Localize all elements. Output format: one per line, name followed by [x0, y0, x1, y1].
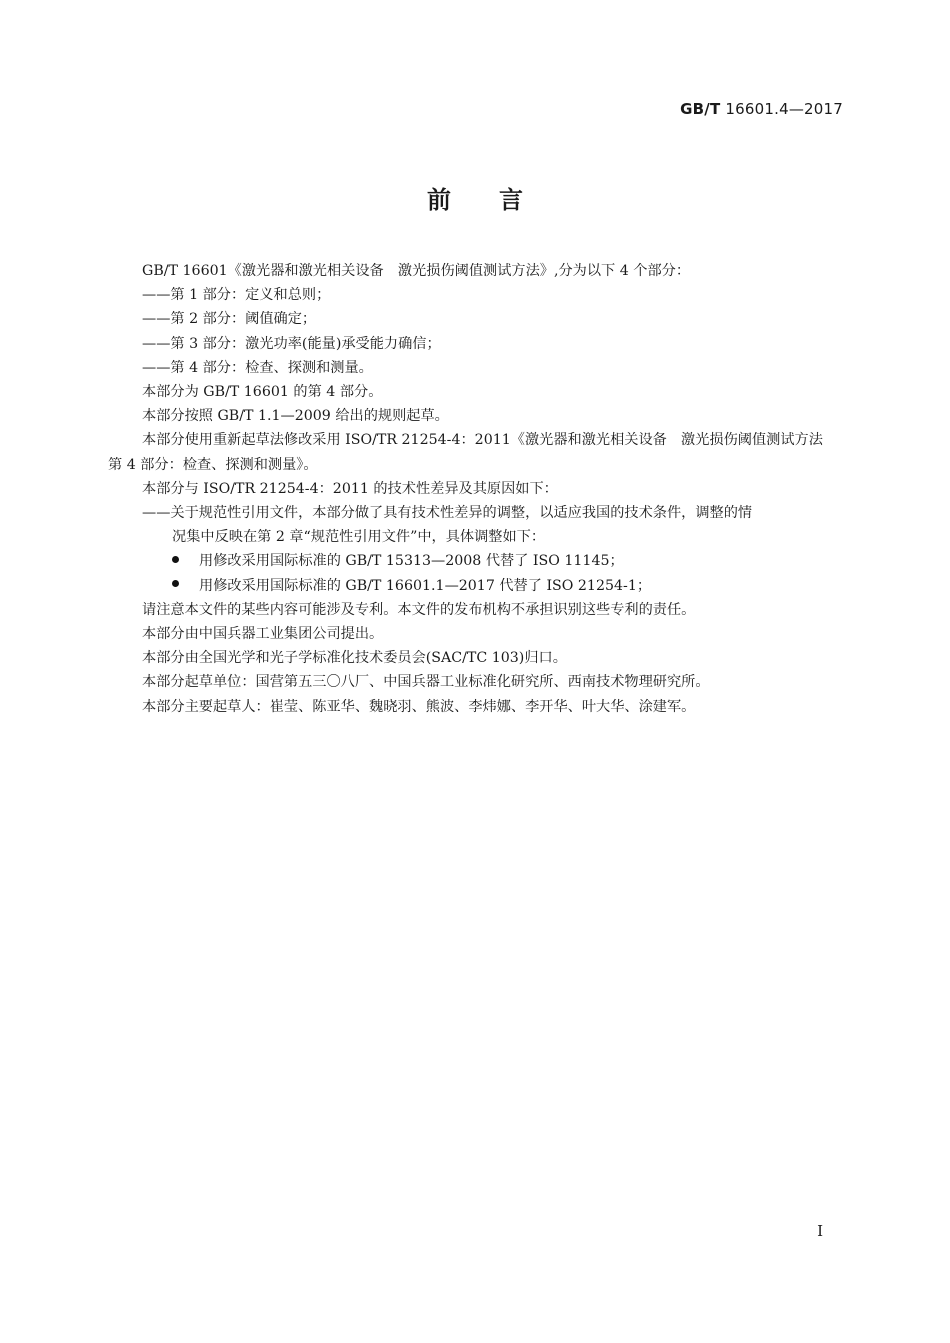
paragraph-drafting-rules: 本部分按照 GB/T 1.1—2009 给出的规则起草。: [142, 408, 449, 425]
paragraph-drafting-units: 本部分起草单位：国营第五三〇八厂、中国兵器工业标准化研究所、西南技术物理研究所。: [142, 674, 710, 691]
standard-code-number: 16601.4—2017: [725, 100, 843, 118]
standard-number-header: [680, 100, 843, 118]
bullet-text: 用修改采用国际标准的 GB/T 15313—2008 代替了 ISO 11145；: [199, 553, 624, 570]
bullet-dot-icon: [172, 556, 179, 563]
paragraph-normative-refs-line1: ——关于规范性引用文件，本部分做了具有技术性差异的调整，以适应我国的技术条件，调整的情: [142, 505, 753, 522]
page-title: 前言: [427, 186, 571, 214]
paragraph-adoption: 本部分使用重新起草法修改采用 ISO/TR 21254-4：2011《激光器和激光相关设备 激光损伤阈值测试方法 第 4 部分：检查、探测和测量》。: [108, 432, 838, 473]
foreword-body: [108, 259, 846, 719]
bullet-item: [108, 549, 846, 573]
paragraph-under-jurisdiction: 本部分由全国光学和光子学标准化技术委员会(SAC/TC 103)归口。: [142, 650, 567, 667]
standard-code-prefix: GB/T: [680, 100, 721, 118]
bullet-dot-icon: [172, 580, 179, 587]
paragraph-series-intro: GB/T 16601《激光器和激光相关设备 激光损伤阈值测试方法》,分为以下 4 个部分：: [142, 263, 691, 279]
page-number: I: [817, 1222, 823, 1240]
list-item-part-3: ——第 3 部分：激光功率(能量)承受能力确信；: [142, 335, 441, 352]
paragraph-part-number: 本部分为 GB/T 16601 的第 4 部分。: [142, 384, 383, 401]
paragraph-differences: 本部分与 ISO/TR 21254-4：2011 的技术性差异及其原因如下：: [142, 480, 558, 497]
paragraph-proposed-by: 本部分由中国兵器工业集团公司提出。: [142, 626, 384, 643]
paragraph-patent-notice: 请注意本文件的某些内容可能涉及专利。本文件的发布机构不承担识别这些专利的责任。: [142, 601, 696, 618]
paragraph-drafters: 本部分主要起草人：崔莹、陈亚华、魏晓羽、熊波、李炜娜、李开华、叶大华、涂建军。: [142, 698, 696, 715]
paragraph-normative-refs-line2: 况集中反映在第 2 章“规范性引用文件”中，具体调整如下：: [172, 529, 546, 546]
bullet-text: 用修改采用国际标准的 GB/T 16601.1—2017 代替了 ISO 21254-1；: [199, 577, 652, 594]
list-item-part-2: ——第 2 部分：阈值确定；: [142, 311, 317, 328]
list-item-part-4: ——第 4 部分：检查、探测和测量。: [142, 359, 373, 376]
bullet-item: [108, 574, 846, 598]
list-item-part-1: ——第 1 部分：定义和总则；: [142, 287, 331, 304]
